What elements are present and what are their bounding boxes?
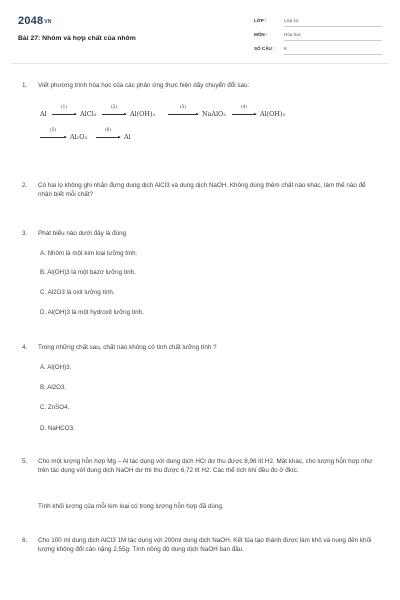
question-number: 1. xyxy=(22,82,28,89)
arrow-5 xyxy=(40,137,66,138)
option-a[interactable]: A. Nhôm là một kim loại lưỡng tính. xyxy=(40,250,138,257)
step-label-5: (5) xyxy=(50,127,56,132)
question-text: Trong những chất sau, chất nào không có tính chất lưỡng tính ? xyxy=(38,344,217,351)
option-b[interactable]: B. Al(OH)3 là một bazơ lưỡng tính. xyxy=(40,269,136,276)
species-al-end: Al xyxy=(124,133,131,141)
species-aloh3: Al(OH)₃ xyxy=(130,110,156,118)
step-label-6: (6) xyxy=(105,127,111,132)
meta-class-label: LỚP : xyxy=(254,18,267,23)
question-number: 4. xyxy=(22,344,28,351)
question-number: 6. xyxy=(22,537,28,544)
question-text: Cho 100 ml dung dịch AlCl3 1M tác dụng với 200ml dung dịch NaOH. Kết tủa tạo thành được làm khô và nung đến khối lượng không đổi cân nặng 2,55g. Tính nồng độ dung dịch NaOH ban đầu. xyxy=(38,537,372,553)
question-3 xyxy=(22,230,382,320)
arrow-2 xyxy=(102,114,126,115)
question-5 xyxy=(22,458,382,514)
logo-suffix: VN xyxy=(44,19,52,25)
step-label-2: (2) xyxy=(111,104,117,109)
site-logo[interactable] xyxy=(18,15,52,27)
arrow-6 xyxy=(96,137,120,138)
option-d[interactable]: D. NaHCO3. xyxy=(40,425,75,432)
species-al2o3: Al₂O₃ xyxy=(70,133,88,141)
question-text: Cho một lượng hỗn hợp Mg – Al tác dụng với dung dịch HCl dư thu được 8,96 lít H2. Mặt khác, cho lượng hỗn hợp như trên tác dụng với dung dịch NaOH dư thì thu được 6,72 lít H2. Các thể tích khí đều đo ở đktc. xyxy=(38,458,373,474)
step-label-4: (4) xyxy=(241,104,247,109)
question-number: 3. xyxy=(22,230,28,237)
question-text: Có hai lọ không ghi nhãn đựng dung dịch AlCl3 và dung dịch NaOH. Không dùng thêm chất nào khác, làm thế nào để nhận biết mỗi chất? xyxy=(38,182,366,198)
option-d[interactable]: D. Al(OH)3 là một hydroxit lưỡng tính. xyxy=(40,309,144,316)
header-divider xyxy=(12,63,388,64)
species-naalo2: NaAlO₂ xyxy=(202,110,226,118)
step-label-3: (3) xyxy=(180,104,186,109)
meta-class-row xyxy=(254,17,382,27)
arrow-3 xyxy=(168,114,198,115)
option-a[interactable]: A. Al(OH)3. xyxy=(40,364,72,371)
meta-subject-label: MÔN : xyxy=(254,32,268,37)
meta-count-value: 8 xyxy=(284,46,382,55)
lesson-title: Bài 27: Nhôm và hợp chất của nhôm xyxy=(18,35,136,42)
reaction-scheme xyxy=(40,104,380,148)
question-text: Viết phương trình hóa học của các phản ứng thực hiện dãy chuyển đổi sau: xyxy=(38,82,250,89)
meta-subject-value: Hóa học xyxy=(284,32,382,41)
species-alcl3: AlCl₃ xyxy=(80,110,97,118)
question-number: 2. xyxy=(22,182,28,189)
option-c[interactable]: C. ZnSO4. xyxy=(40,404,70,411)
question-4 xyxy=(22,344,382,434)
meta-subject-row xyxy=(254,31,382,41)
meta-count-label: SỐ CÂU : xyxy=(254,46,275,51)
logo-text: 2048 xyxy=(18,15,44,27)
page-header xyxy=(0,0,400,62)
option-b[interactable]: B. Al2O3. xyxy=(40,384,67,391)
meta-count-row xyxy=(254,45,382,55)
arrow-4 xyxy=(232,114,256,115)
question-text: Phát biểu nào dưới đây là đúng xyxy=(38,230,127,237)
option-c[interactable]: C. Al2O3 là oxit lưỡng tính. xyxy=(40,289,115,296)
meta-class-value: Lớp 12 xyxy=(284,18,382,27)
arrow-1 xyxy=(52,114,76,115)
question-task: Tính khối lượng của mỗi kim loại có trong lượng hỗn hợp đã dùng. xyxy=(38,503,224,510)
question-6 xyxy=(22,537,382,567)
species-al-start: Al xyxy=(40,110,47,118)
question-2 xyxy=(22,182,382,204)
species-aloh3-2: Al(OH)₃ xyxy=(260,110,286,118)
question-number: 5. xyxy=(22,458,28,465)
step-label-1: (1) xyxy=(61,104,67,109)
